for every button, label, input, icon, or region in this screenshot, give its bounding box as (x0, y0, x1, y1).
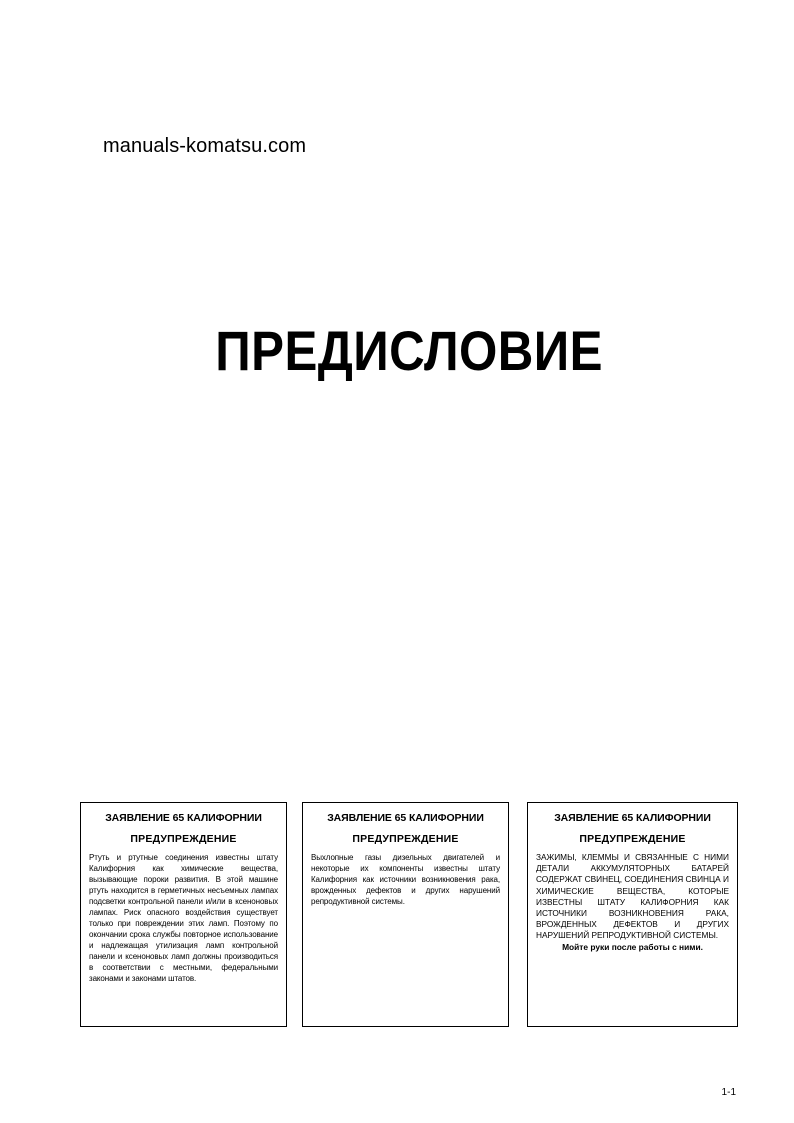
page-title: ПРЕДИСЛОВИЕ (215, 319, 603, 382)
notice-heading: ЗАЯВЛЕНИЕ 65 КАЛИФОРНИИ (105, 812, 262, 824)
notice-body: ЗАЖИМЫ, КЛЕММЫ И СВЯЗАННЫЕ С НИМИ ДЕТАЛИ АККУМУЛЯТОРНЫХ БАТАРЕЙ СОДЕРЖАТ СВИНЕЦ, СОЕДИНЕНИЯ СВИНЦА И ХИМИЧЕСКИЕ ВЕЩЕСТВА, КОТОРЫЕ ИЗВЕСТНЫ ШТАТУ КАЛИФОРНИЯ КАК ИСТОЧНИКИ ВОЗНИКНОВЕНИЯ РАКА, ВРОЖДЕННЫХ ДЕФЕКТОВ И ДРУГИХ НАРУШЕНИЙ РЕПРОДУКТИВНОЙ СИСТЕМЫ. (536, 852, 729, 941)
notice-warning-label: ПРЕДУПРЕЖДЕНИЕ (352, 833, 459, 845)
prop65-notice-mercury (80, 802, 287, 1027)
prop65-notice-diesel-exhaust (302, 802, 509, 1027)
notice-body: Выхлопные газы дизельных двигателей и некоторые их компоненты известны штату Калифорния как источники возникновения рака, врожденных дефектов и других нарушений репродуктивной системы. (311, 853, 500, 906)
notice-heading: ЗАЯВЛЕНИЕ 65 КАЛИФОРНИИ (554, 812, 711, 824)
site-link[interactable]: manuals-komatsu.com (103, 135, 307, 157)
notice-warning-label: ПРЕДУПРЕЖДЕНИЕ (579, 833, 686, 845)
notice-body: Ртуть и ртутные соединения известны штату Калифорния как химические вещества, вызывающие пороки развития. В этой машине ртуть находится в герметичных несъемных лампах подсветки контрольной панели и/или в ксеноновых лампах. Риск опасного воздействия существует только при повреждении этих ламп. Поэтому по окончании срока службы повторное использование и надлежащая утилизация ламп контрольной панели и ксеноновых ламп должны производиться в соответствии с местными, федеральными законами и законами штатов. (89, 853, 278, 983)
page-number: 1-1 (721, 1087, 736, 1098)
notice-handwash-note: Мойте руки после работы с ними. (562, 941, 703, 952)
notice-heading: ЗАЯВЛЕНИЕ 65 КАЛИФОРНИИ (327, 812, 484, 824)
notice-warning-label: ПРЕДУПРЕЖДЕНИЕ (130, 833, 237, 845)
prop65-notice-battery-lead (527, 802, 738, 1027)
